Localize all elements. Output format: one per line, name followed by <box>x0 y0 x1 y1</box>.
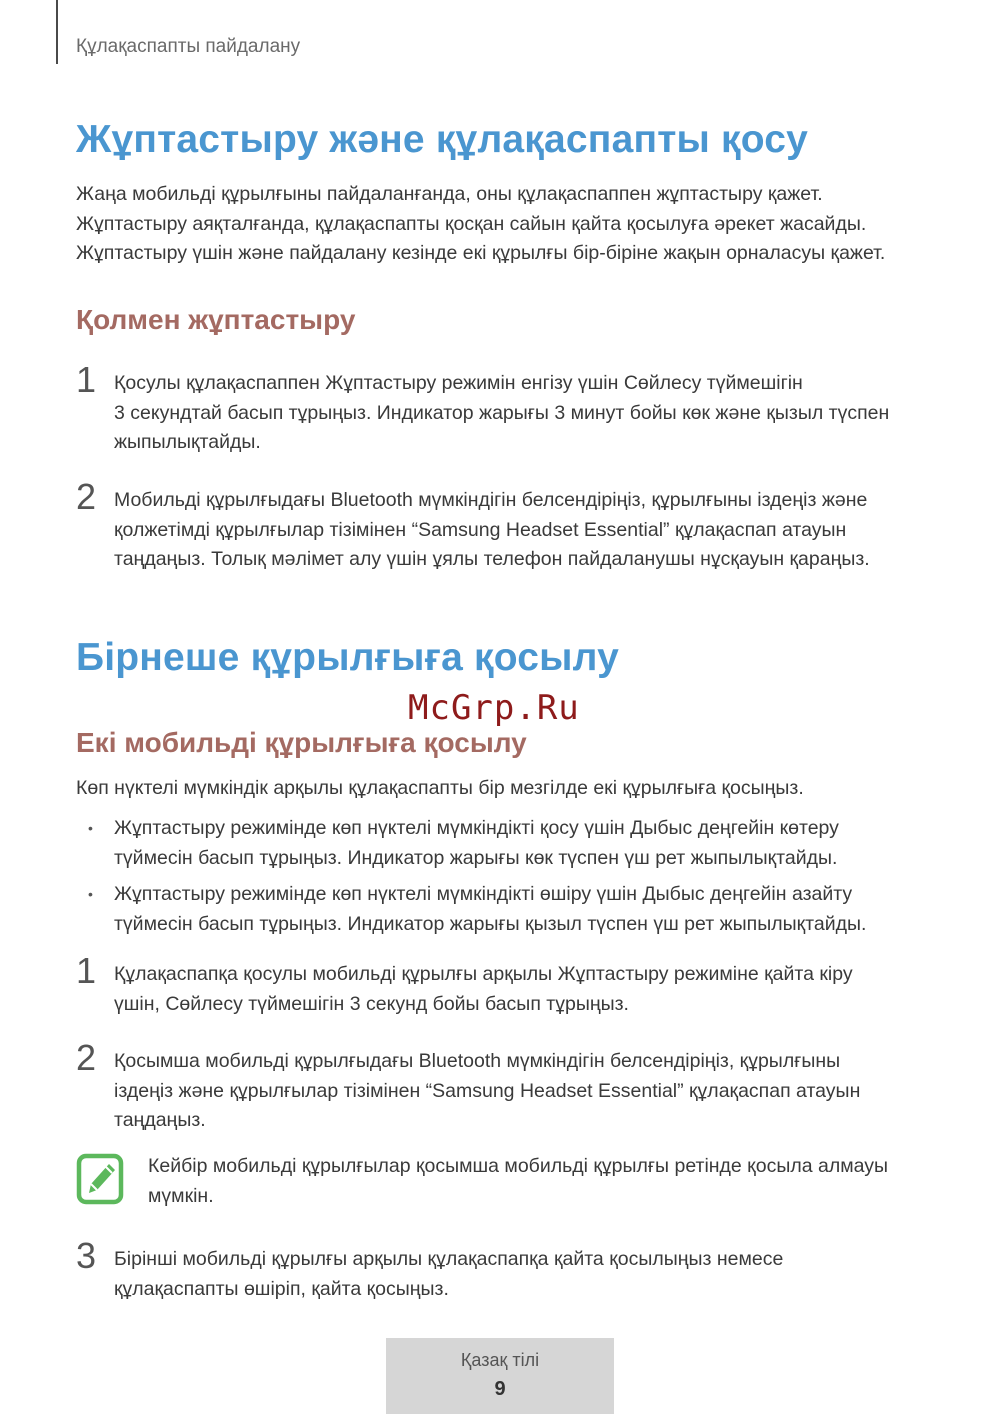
step-line: Құлақаспапқа қосулы мобильді құрылғы арқылы Жұптастыру режиміне қайта кіру <box>114 963 853 985</box>
section-title-pairing: Жұптастыру және құлақаспапты қосу <box>76 118 809 161</box>
step-line: құлақаспапты өшіріп, қайта қосыңыз. <box>114 1277 449 1300</box>
bullet-line: түймесін басып тұрыңыз. Индикатор жарығы қызыл түспен үш рет жыпылықтайды. <box>114 912 867 935</box>
running-header: Құлақаспапты пайдалану <box>76 36 301 57</box>
step-line: Қосымша мобильді құрылғыдағы Bluetooth мүмкіндігін белсендіріңіз, құрылғыны <box>114 1050 841 1072</box>
step-line: Мобильді құрылғыдағы Bluetooth мүмкіндігін белсендіріңіз, құрылғыны іздеңіз және <box>114 489 868 511</box>
step-text <box>114 369 944 458</box>
intro-line: Жұптастыру аяқталғанда, құлақаспапты қосқан сайын қайта қосылуға әрекет жасайды. <box>76 212 867 235</box>
note-text <box>148 1152 938 1211</box>
step-number: 3 <box>76 1235 97 1276</box>
step-line: Қосулы құлақаспаппен Жұптастыру режимін енгізу үшін Сөйлесу түймешігін <box>114 372 803 394</box>
subsection-title-manual-pairing: Қолмен жұптастыру <box>76 304 356 335</box>
step-line: таңдаңыз. <box>114 1109 206 1131</box>
note-line: Кейбір мобильді құрылғылар қосымша мобильді құрылғы ретінде қосыла алмауы <box>148 1155 888 1177</box>
section-title-multipoint: Бірнеше құрылғыға қосылу <box>76 636 619 679</box>
bullet-line: Жұптастыру режимінде көп нүктелі мүмкіндікті қосу үшін Дыбыс деңгейін көтеру <box>114 817 839 839</box>
step-number: 2 <box>76 476 97 517</box>
bullet-line: Жұптастыру режимінде көп нүктелі мүмкіндікті өшіру үшін Дыбыс деңгейін азайту <box>114 883 853 905</box>
section-intro <box>76 180 956 269</box>
bullet-text <box>114 880 934 939</box>
bullet-dot-icon: • <box>88 820 93 836</box>
step-line: үшін, Сөйлесу түймешігін 3 секунд бойы басып тұрыңыз. <box>114 992 629 1015</box>
intro-line: Жұптастыру үшін және пайдалану кезінде екі құрылғы бір-біріне жақын орналасуы қажет. <box>76 242 886 264</box>
note-pencil-icon <box>76 1153 124 1205</box>
page-margin-rule <box>56 0 58 64</box>
step-text <box>114 486 944 575</box>
watermark: McGrp.Ru <box>408 688 580 728</box>
step-text <box>114 1245 944 1304</box>
bullet-line: түймесін басып тұрыңыз. Индикатор жарығы көк түспен үш рет жыпылықтайды. <box>114 846 838 869</box>
step-text <box>114 1047 944 1136</box>
step-line: Бірінші мобильді құрылғы арқылы құлақаспапқа қайта қосылыңыз немесе <box>114 1248 784 1270</box>
subsection-title-two-devices: Екі мобильді құрылғыға қосылу <box>76 727 527 758</box>
step-line: іздеңіз және құрылғылар тізімінен “Samsung Headset Essential” құлақаспап атауын <box>114 1079 861 1102</box>
subsection-intro: Көп нүктелі мүмкіндік арқылы құлақаспапты бір мезгілде екі құрылғыға қосыңыз. <box>76 777 804 799</box>
page-footer <box>386 1338 614 1414</box>
step-line: 3 секундтай басып тұрыңыз. Индикатор жарығы 3 минут бойы көк және қызыл түспен <box>114 401 890 424</box>
step-line: қолжетімді құрылғылар тізімінен “Samsung Headset Essential” құлақаспап атауын <box>114 518 847 541</box>
step-number: 2 <box>76 1037 97 1078</box>
intro-line: Жаңа мобильді құрылғыны пайдаланғанда, оны құлақаспаппен жұптастыру қажет. <box>76 183 823 205</box>
step-number: 1 <box>76 359 97 400</box>
bullet-dot-icon: • <box>88 886 93 902</box>
page-number: 9 <box>494 1378 506 1400</box>
step-line: жыпылықтайды. <box>114 431 261 453</box>
step-text <box>114 960 944 1019</box>
footer-language: Қазақ тілі <box>460 1350 540 1370</box>
step-line: таңдаңыз. Толық мәлімет алу үшін ұялы телефон пайдаланушы нұсқауын қараңыз. <box>114 548 870 570</box>
step-number: 1 <box>76 950 97 991</box>
bullet-text <box>114 814 934 873</box>
note-line: мүмкін. <box>148 1184 214 1207</box>
